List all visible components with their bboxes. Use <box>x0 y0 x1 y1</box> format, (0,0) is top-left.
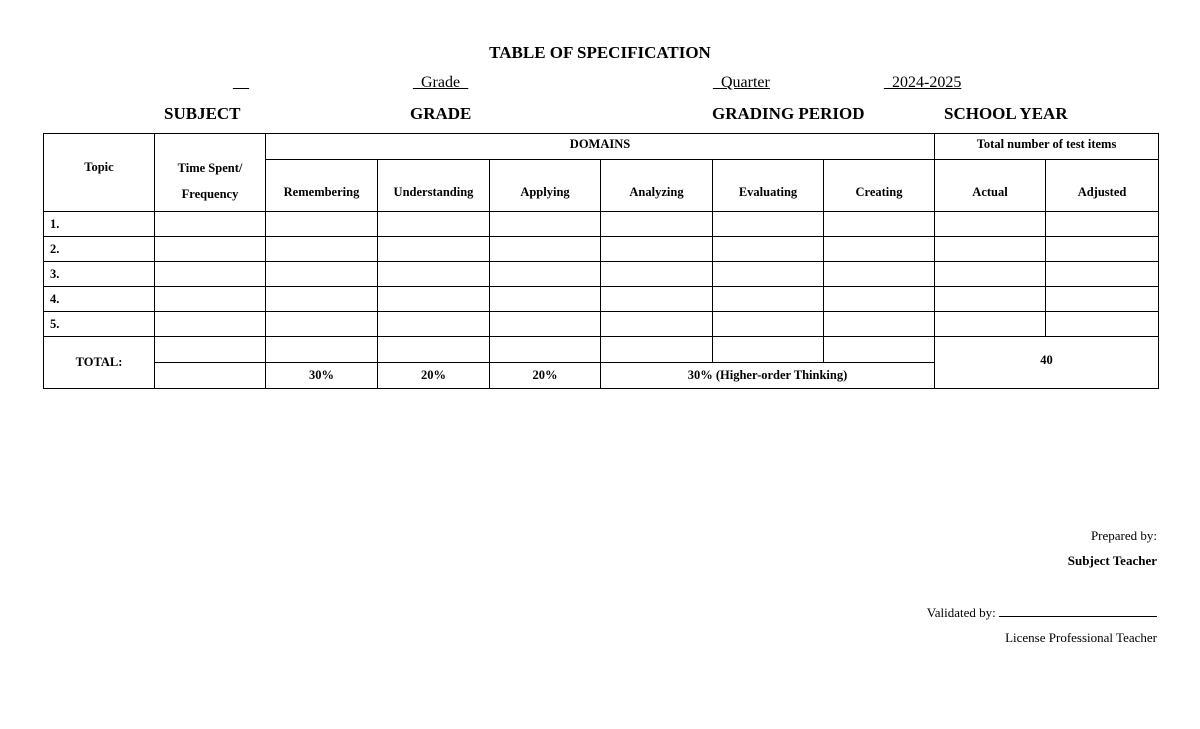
table-cell[interactable] <box>266 237 378 262</box>
table-cell[interactable] <box>713 337 824 363</box>
table-cell[interactable] <box>1046 237 1159 262</box>
grading-period-header: GRADING PERIOD <box>712 104 865 123</box>
specification-table <box>43 133 1159 389</box>
table-cell[interactable] <box>490 287 601 312</box>
row-number: 1. <box>44 212 155 237</box>
domains-header: DOMAINS <box>266 134 935 160</box>
table-cell[interactable] <box>155 237 266 262</box>
grade-header: GRADE <box>410 104 472 123</box>
table-row <box>44 312 1159 337</box>
prepared-by-label: Prepared by: <box>1090 528 1157 543</box>
adjusted-header: Adjusted <box>1046 160 1159 212</box>
table-cell[interactable] <box>824 287 935 312</box>
table-row <box>44 212 1159 237</box>
table-cell[interactable] <box>824 262 935 287</box>
table-cell[interactable] <box>266 287 378 312</box>
table-cell[interactable] <box>824 337 935 363</box>
table-cell[interactable] <box>601 262 713 287</box>
table-cell[interactable] <box>490 262 601 287</box>
total-row <box>44 337 1159 363</box>
subject-teacher-label: Subject Teacher <box>1067 553 1157 568</box>
table-cell[interactable] <box>1046 212 1159 237</box>
school-year-fill-in: _2024-2025 <box>884 74 962 91</box>
table-cell[interactable] <box>713 287 824 312</box>
total-label: TOTAL: <box>44 337 155 389</box>
lpt-label: License Professional Teacher <box>1005 630 1157 645</box>
table-cell[interactable] <box>378 337 490 363</box>
table-cell[interactable] <box>155 262 266 287</box>
remembering-percent: 30% <box>266 363 378 389</box>
analyzing-header: Analyzing <box>601 160 713 212</box>
time-spent-header <box>155 134 266 212</box>
remembering-header: Remembering <box>266 160 378 212</box>
table-cell[interactable] <box>935 312 1046 337</box>
table-row <box>44 262 1159 287</box>
table-cell[interactable] <box>266 312 378 337</box>
row-number: 4. <box>44 287 155 312</box>
total-items-value: 40 <box>935 337 1159 389</box>
row-number: 5. <box>44 312 155 337</box>
subject-fill-in: __ <box>233 74 249 91</box>
table-cell[interactable] <box>935 237 1046 262</box>
applying-header: Applying <box>490 160 601 212</box>
creating-header: Creating <box>824 160 935 212</box>
table-cell[interactable] <box>713 237 824 262</box>
table-cell[interactable] <box>490 337 601 363</box>
table-cell[interactable] <box>155 363 266 389</box>
table-cell[interactable] <box>713 212 824 237</box>
actual-header: Actual <box>935 160 1046 212</box>
table-cell[interactable] <box>1046 262 1159 287</box>
table-cell[interactable] <box>266 337 378 363</box>
subject-header: SUBJECT <box>164 104 241 123</box>
table-cell[interactable] <box>824 237 935 262</box>
validated-by-line <box>927 604 1157 621</box>
table-cell[interactable] <box>601 237 713 262</box>
time-spent-line2: Frequency <box>181 187 239 201</box>
understanding-percent: 20% <box>378 363 490 389</box>
table-cell[interactable] <box>378 212 490 237</box>
table-cell[interactable] <box>935 212 1046 237</box>
applying-percent: 20% <box>490 363 601 389</box>
table-cell[interactable] <box>155 337 266 363</box>
table-cell[interactable] <box>490 312 601 337</box>
table-cell[interactable] <box>155 312 266 337</box>
table-cell[interactable] <box>601 287 713 312</box>
table-cell[interactable] <box>155 287 266 312</box>
time-spent-line1: Time Spent/ <box>177 161 243 175</box>
table-cell[interactable] <box>490 212 601 237</box>
table-cell[interactable] <box>713 262 824 287</box>
table-cell[interactable] <box>935 287 1046 312</box>
table-cell[interactable] <box>601 337 713 363</box>
understanding-header: Understanding <box>378 160 490 212</box>
evaluating-header: Evaluating <box>713 160 824 212</box>
table-row <box>44 287 1159 312</box>
table-cell[interactable] <box>378 262 490 287</box>
validated-by-label: Validated by: <box>926 605 996 620</box>
topic-header: Topic <box>44 134 155 212</box>
row-number: 2. <box>44 237 155 262</box>
school-year-header: SCHOOL YEAR <box>944 104 1068 123</box>
table-cell[interactable] <box>601 312 713 337</box>
table-cell[interactable] <box>824 212 935 237</box>
table-cell[interactable] <box>1046 287 1159 312</box>
total-items-header: Total number of test items <box>935 134 1159 160</box>
row-number: 3. <box>44 262 155 287</box>
table-cell[interactable] <box>378 237 490 262</box>
table-cell[interactable] <box>266 212 378 237</box>
table-cell[interactable] <box>713 312 824 337</box>
table-cell[interactable] <box>378 287 490 312</box>
table-cell[interactable] <box>935 262 1046 287</box>
table-cell[interactable] <box>1046 312 1159 337</box>
table-cell[interactable] <box>824 312 935 337</box>
table-cell[interactable] <box>490 237 601 262</box>
document-title: TABLE OF SPECIFICATION <box>489 43 711 62</box>
table-cell[interactable] <box>155 212 266 237</box>
signature-blank-line[interactable] <box>999 604 1157 617</box>
table-cell[interactable] <box>266 262 378 287</box>
grade-fill-in: _Grade_ <box>413 74 469 91</box>
quarter-fill-in: _Quarter <box>713 74 770 91</box>
table-cell[interactable] <box>378 312 490 337</box>
higher-order-percent: 30% (Higher-order Thinking) <box>601 363 935 389</box>
table-cell[interactable] <box>601 212 713 237</box>
table-row <box>44 237 1159 262</box>
